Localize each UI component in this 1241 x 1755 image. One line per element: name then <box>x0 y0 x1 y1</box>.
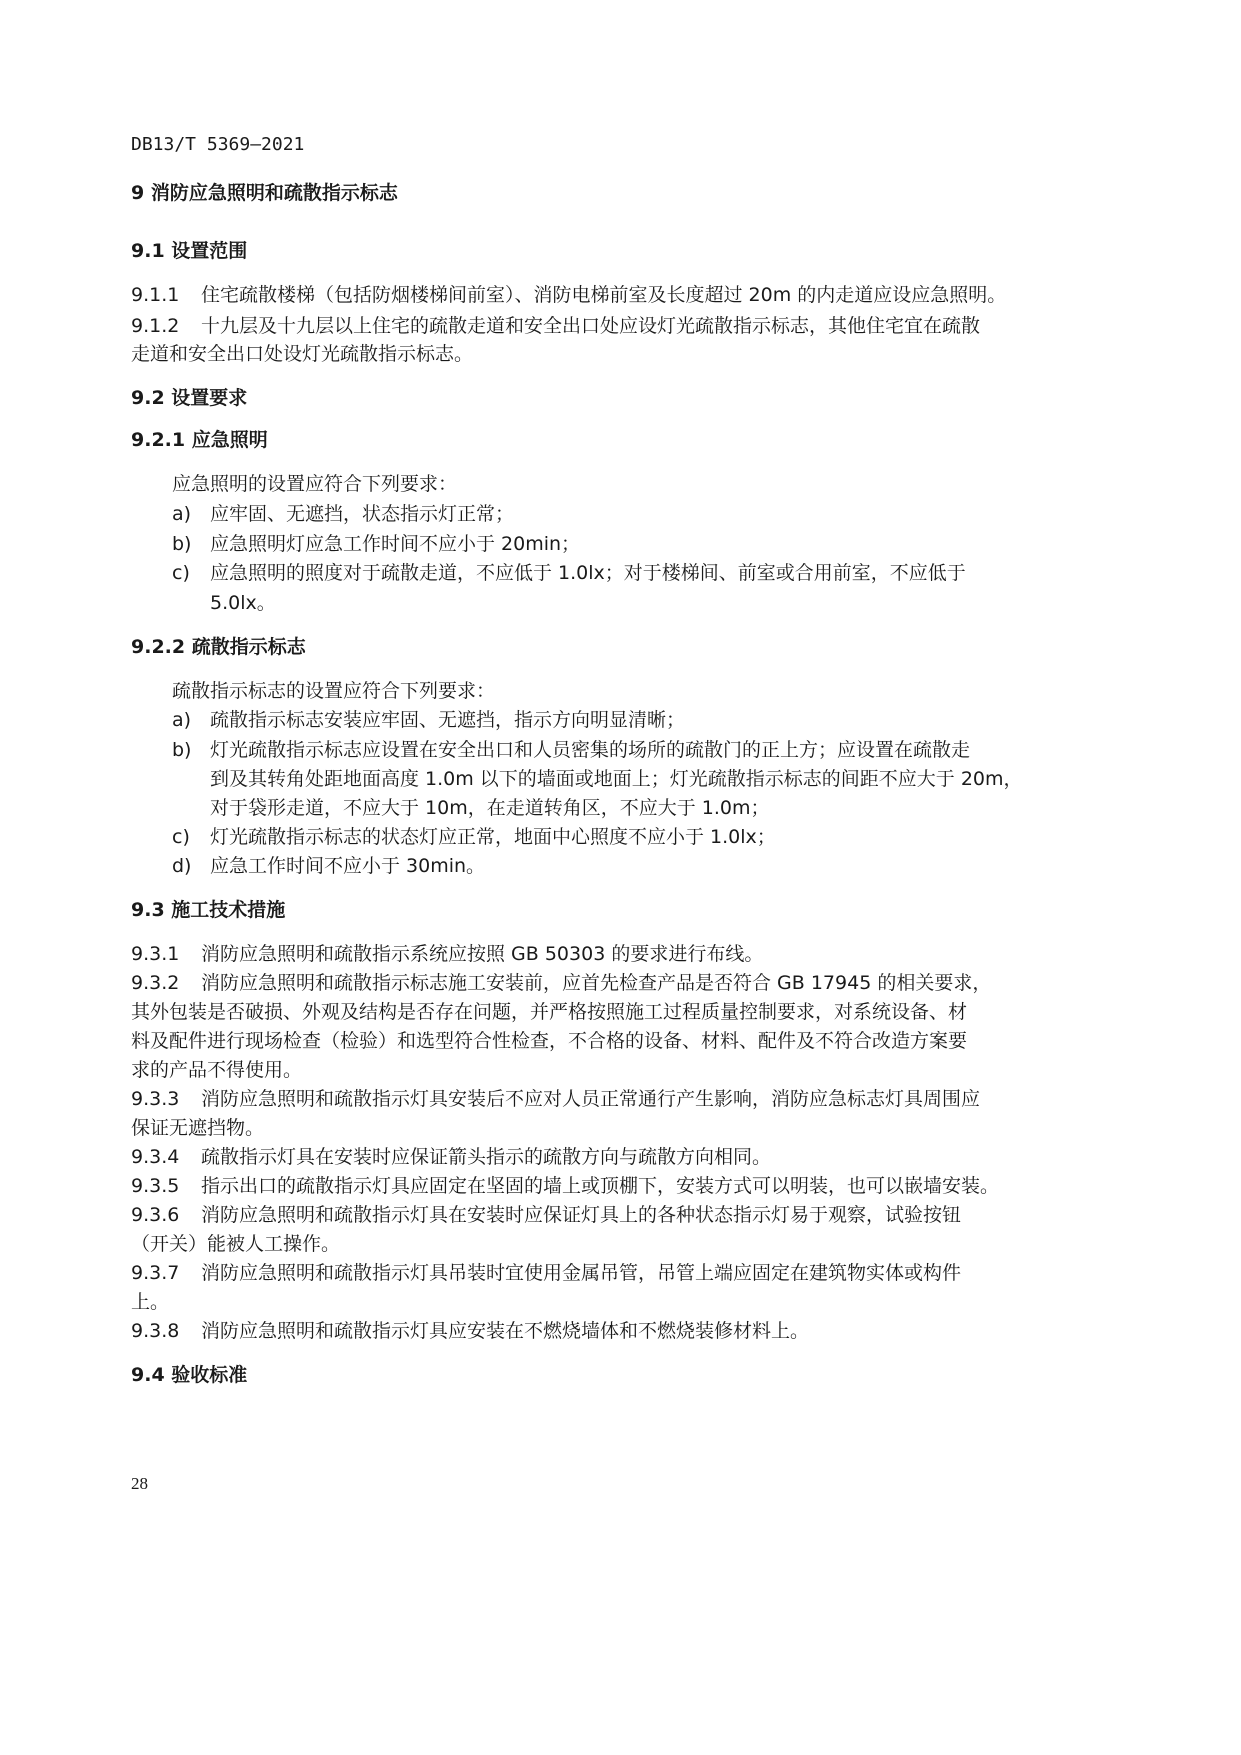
clause-9-3-4 <box>131 1143 771 1171</box>
clause-number: 9.1.2 <box>131 315 180 337</box>
list-item <box>172 559 966 587</box>
list-item-cont: 到及其转角处距地面高度 1.0m 以下的墙面或地面上；灯光疏散指示标志的间距不应大于 20m， <box>210 768 1023 790</box>
section-9-title: 9 消防应急照明和疏散指示标志 <box>131 182 398 204</box>
clause-text: 消防应急照明和疏散指示灯具应安装在不燃烧墙体和不燃烧装修材料上。 <box>201 1320 810 1342</box>
clause-cont: 保证无遮挡物。 <box>131 1117 265 1139</box>
clause-number: 9.3.6 <box>131 1204 180 1226</box>
evacuation-sign-intro: 疏散指示标志的设置应符合下列要求： <box>172 680 496 702</box>
list-text: 疏散指示标志安装应牢固、无遮挡，指示方向明显清晰； <box>210 709 686 731</box>
clause-cont: （开关）能被人工操作。 <box>131 1233 341 1255</box>
clause-text: 消防应急照明和疏散指示灯具安装后不应对人员正常通行产生影响，消防应急标志灯具周围应 <box>201 1088 981 1110</box>
clause-number: 9.3.5 <box>131 1175 180 1197</box>
clause-cont: 料及配件进行现场检查（检验）和选型符合性检查，不合格的设备、材料、配件及不符合改造方案要 <box>131 1030 968 1052</box>
clause-text: 消防应急照明和疏散指示灯具吊装时宜使用金属吊管，吊管上端应固定在建筑物实体或构件 <box>201 1262 962 1284</box>
list-label: d) <box>172 855 192 877</box>
page-number: 28 <box>131 1474 148 1493</box>
list-item <box>172 706 685 734</box>
emergency-lighting-intro: 应急照明的设置应符合下列要求： <box>172 473 458 495</box>
clause-text: 住宅疏散楼梯（包括防烟楼梯间前室）、消防电梯前室及长度超过 20m 的内走道应设应急照明。 <box>201 284 1007 306</box>
clause-cont: 求的产品不得使用。 <box>131 1059 303 1081</box>
section-9-4-heading: 9.4 验收标准 <box>131 1364 248 1386</box>
list-label: c) <box>172 826 190 848</box>
clause-number: 9.1.1 <box>131 284 180 306</box>
list-item-cont: 对于袋形走道，不应大于 10m，在走道转角区，不应大于 1.0m； <box>210 797 770 819</box>
section-9-2-2-heading: 9.2.2 疏散指示标志 <box>131 636 306 658</box>
clause-text: 疏散指示灯具在安装时应保证箭头指示的疏散方向与疏散方向相同。 <box>201 1146 772 1168</box>
clause-9-3-1 <box>131 940 763 968</box>
clause-9-3-5 <box>131 1172 999 1200</box>
list-item <box>172 823 776 851</box>
clause-9-3-7 <box>131 1259 961 1287</box>
standard-code: DB13/T 5369—2021 <box>131 134 305 155</box>
list-item-cont: 5.0lx。 <box>210 592 276 614</box>
list-item <box>172 736 970 764</box>
clause-number: 9.3.7 <box>131 1262 180 1284</box>
clause-9-1-2 <box>131 312 980 340</box>
list-text: 应牢固、无遮挡，状态指示灯正常； <box>210 503 515 525</box>
clause-cont: 其外包装是否破损、外观及结构是否存在问题，并严格按照施工过程质量控制要求，对系统设备、材 <box>131 1001 968 1023</box>
list-text: 灯光疏散指示标志的状态灯应正常，地面中心照度不应小于 1.0lx； <box>210 826 776 848</box>
clause-text: 消防应急照明和疏散指示灯具在安装时应保证灯具上的各种状态指示灯易于观察，试验按钮 <box>201 1204 962 1226</box>
list-label: a) <box>172 709 192 731</box>
section-9-1-heading: 9.1 设置范围 <box>131 240 248 262</box>
section-9-3-heading: 9.3 施工技术措施 <box>131 899 286 921</box>
section-9-2-heading: 9.2 设置要求 <box>131 387 248 409</box>
clause-9-3-2 <box>131 969 991 997</box>
clause-9-3-6 <box>131 1201 961 1229</box>
clause-number: 9.3.1 <box>131 943 180 965</box>
clause-number: 9.3.3 <box>131 1088 180 1110</box>
clause-9-3-3 <box>131 1085 980 1113</box>
clause-number: 9.3.4 <box>131 1146 180 1168</box>
clause-9-1-2-cont: 走道和安全出口处设灯光疏散指示标志。 <box>131 343 474 365</box>
clause-text: 十九层及十九层以上住宅的疏散走道和安全出口处应设灯光疏散指示标志，其他住宅宜在疏散 <box>201 315 981 337</box>
clause-text: 消防应急照明和疏散指示系统应按照 GB 50303 的要求进行布线。 <box>201 943 764 965</box>
section-9-2-1-heading: 9.2.1 应急照明 <box>131 429 268 451</box>
list-text: 灯光疏散指示标志应设置在安全出口和人员密集的场所的疏散门的正上方；应设置在疏散走 <box>210 739 971 761</box>
clause-9-1-1 <box>131 281 1006 309</box>
list-text: 应急照明灯应急工作时间不应小于 20min； <box>210 533 581 555</box>
clause-9-3-8 <box>131 1317 809 1345</box>
clause-text: 消防应急照明和疏散指示标志施工安装前，应首先检查产品是否符合 GB 17945 的相关要求， <box>201 972 992 994</box>
clause-text: 指示出口的疏散指示灯具应固定在坚固的墙上或顶棚下，安装方式可以明装，也可以嵌墙安装。 <box>201 1175 1000 1197</box>
list-label: b) <box>172 533 192 555</box>
list-label: a) <box>172 503 192 525</box>
list-item <box>172 500 514 528</box>
list-item <box>172 530 580 558</box>
list-item <box>172 852 485 880</box>
list-label: b) <box>172 739 192 761</box>
clause-number: 9.3.2 <box>131 972 180 994</box>
clause-cont: 上。 <box>131 1291 170 1313</box>
list-label: c) <box>172 562 190 584</box>
list-text: 应急工作时间不应小于 30min。 <box>210 855 486 877</box>
clause-number: 9.3.8 <box>131 1320 180 1342</box>
list-text: 应急照明的照度对于疏散走道，不应低于 1.0lx；对于楼梯间、前室或合用前室，不应低于 <box>210 562 966 584</box>
